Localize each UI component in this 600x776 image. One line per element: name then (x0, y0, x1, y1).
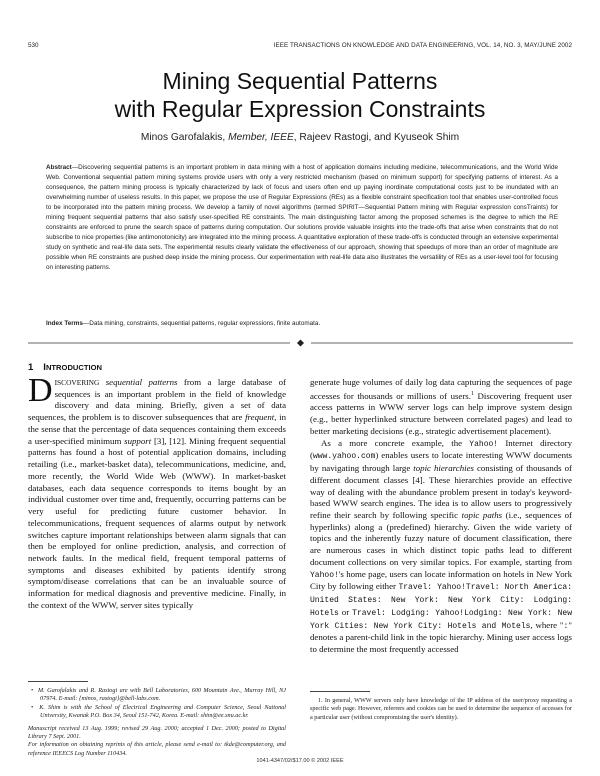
abstract-label: Abstract (46, 164, 72, 171)
paper-title (0, 67, 600, 123)
page-number: 530 (28, 42, 39, 49)
abstract-text: —Discovering sequential patterns is an important problem in data mining with a host of application domains including medicine, telecommunications, and the World Wide Web. Conventional sequential pattern mining systems provide users with only a very restricted mechanism (based on minimum support) for specifying patterns of interest. As a consequence, the pattern mining process is typically characterized by lack of focus and users often end up paying inordinate computational costs just to be inundated with an overwhelming number of useless results. In this paper, we propose the use of Regular Expressions (REs) as a flexible constraint specification tool that enables user-controlled focus to be incorporated into the pattern mining process. We develop a family of novel algorithms (termed SPIRIT—Sequential Pattern mining with Regular expressIon consTraints) for mining frequent sequential patterns that also satisfy user-specified RE constraints. The main distinguishing factor among the proposed schemes is the degree to which the RE constraints are enforced to prune the search space of patterns during computation. Our solutions provide valuable insights into the trade-offs that arise when constraints that do not subscribe to nice properties (like antimonotonicity) are integrated into the mining process. A quantitative exploration of these trade-offs is conducted through an extensive experimental study on synthetic and real-life data sets. The experimental results clearly validate the effectiveness of our approach, showing that speedups of more than an order of magnitude are possible when RE constraints are pushed deep inside the mining process. Our experimentation with real-life data also illustrates the versatility of REs as a user-level tool for focusing on interesting patterns. (46, 164, 558, 271)
footnote-rule-right (310, 691, 370, 692)
abstract (46, 163, 558, 273)
footnote-1: 1. In general, WWW servers only have knowledge of the IP address of the user/proxy requesting a specific web page. However, referrers and cookies can be used to determine the sequence of accesses for a particular user (without compromising the user's identity). (310, 697, 572, 721)
reprints-info: For information on obtaining reprints of this article, please send e-mail to: tkde@computer.org, and reference IEEECS Log Number 110434. (28, 741, 286, 757)
index-terms-text: —Data mining, constraints, sequential patterns, regular expressions, finite automata. (82, 320, 321, 327)
section-number: 1 (28, 362, 34, 373)
right-column (310, 377, 572, 656)
drop-cap: D (28, 372, 53, 409)
intro-paragraph-1: DISCOVERING sequential patterns from a large database of sequences is an important problem in the field of knowledge discovery and data mining. Briefly, given a set of data sequences, the problem is to discover subsequences that are frequent, in the sense that the percentage of data sequences containing them exceeds a user-specified minimum support [3], [12]. Mining frequent sequential patterns has found a host of potential application domains, including retailing (i.e., market-basket data), telecommunications, medicine, and, more recently, the World Wide Web (WWW). In market-basket databases, each data sequence corresponds to items bought by an individual customer over time and, frequently, occurring patterns can be very useful for predicting future customer behavior. In telecommunications, frequent sequences of alarms output by network switches capture important relationships between alarm signals that can then be employed for online prediction, analysis, and correction of network faults. In the medical field, frequent temporal patterns of symptoms and diseases exhibited by patients identify strong symptom/disease correlations that can be an invaluable source of information for medical diagnosis and preventive medicine. Finally, in the context of the WWW, server sites typically (28, 372, 287, 610)
title-line-1: Mining Sequential Patterns (162, 68, 438, 94)
affiliation-2: • K. Shim is with the School of Electrical Engineering and Computer Science, Seoul National University, Kwanak P.O. Box 34, Seoul 151-742, Korea. E-mail: shim@ee.snu.ac.kr. (31, 703, 286, 720)
footnote-ref-1: 1 (470, 390, 474, 397)
intro-paragraph-3: As a more concrete example, the Yahoo! Internet directory (www.yahoo.com) enables users to locate interesting WWW documents by navigating through large topic hierarchies consisting of thousands of different document classes [4]. These hierarchies provide an effective way of dealing with the abundance problem present in today's keyword-based WWW search engines. The idea is to allow users to progressively refine their search by following specific topic paths (i.e., sequences of hyperlinks) along a (predefined) hierarchy. Given the wide variety of topics and the inherently fuzzy nature of document classification, there are numerous cases in which distinct topic paths lead to different document collections on very similar topics. For example, starting from Yahoo!'s home page, users can locate information on hotels in New York City by following either Travel: Yahoo!Travel: North America: United States: New York: New York City: Lodging: Hotels or Travel: Lodging: Yahoo!Lodging: New York: New York Cities: New York City: Hotels and Motels, where ":" denotes a parent-child link in the topic hierarchy. Mining user access logs to determine the most frequently accessed (310, 437, 573, 655)
author-1-role: Member, IEEE (228, 132, 294, 143)
journal-running-head: IEEE TRANSACTIONS ON KNOWLEDGE AND DATA ENGINEERING, VOL. 14, NO. 3, MAY/JUNE 2002 (273, 42, 572, 49)
affiliation-footnotes (28, 687, 286, 758)
section-divider (28, 339, 573, 347)
index-terms-label: Index Terms (46, 320, 83, 327)
author-1: Minos Garofalakis, (140, 132, 229, 143)
index-terms (46, 319, 558, 328)
section-title-rest: NTRODUCTION (45, 363, 103, 372)
left-column (28, 372, 287, 612)
other-authors: , Rajeev Rastogi, and Kyuseok Shim (293, 132, 460, 143)
section-title-cap: I (43, 362, 46, 373)
footnote-rule-left (28, 681, 88, 682)
author-list (0, 132, 600, 143)
intro-paragraph-2: generate huge volumes of daily log data capturing the sequences of page accesses for thousands or millions of users.$^1$ Discovering frequent user access patterns in WWW server logs can help improve system design (e.g., better hyperlinked structure between correlated pages) and lead to better marketing decisions (e.g., strategic advertisement placement). (310, 377, 572, 436)
title-line-2: with Regular Expression Constraints (114, 96, 486, 122)
affiliation-1: • M. Garofalakis and R. Rastogi are with Bell Laboratories, 600 Mountain Ave., Murray Hill, NJ 07974. E-mail: {minos, rastogi}@bell-labs.com. (31, 687, 287, 703)
manuscript-dates: Manuscript received 13 Aug. 1999; revised 29 Aug. 2000; accepted 1 Dec. 2000; posted to Digital Library 7 Sept. 2001. (28, 724, 286, 741)
copyright-footer: 1041-4347/02/$17.00 © 2002 IEEE (256, 758, 344, 764)
